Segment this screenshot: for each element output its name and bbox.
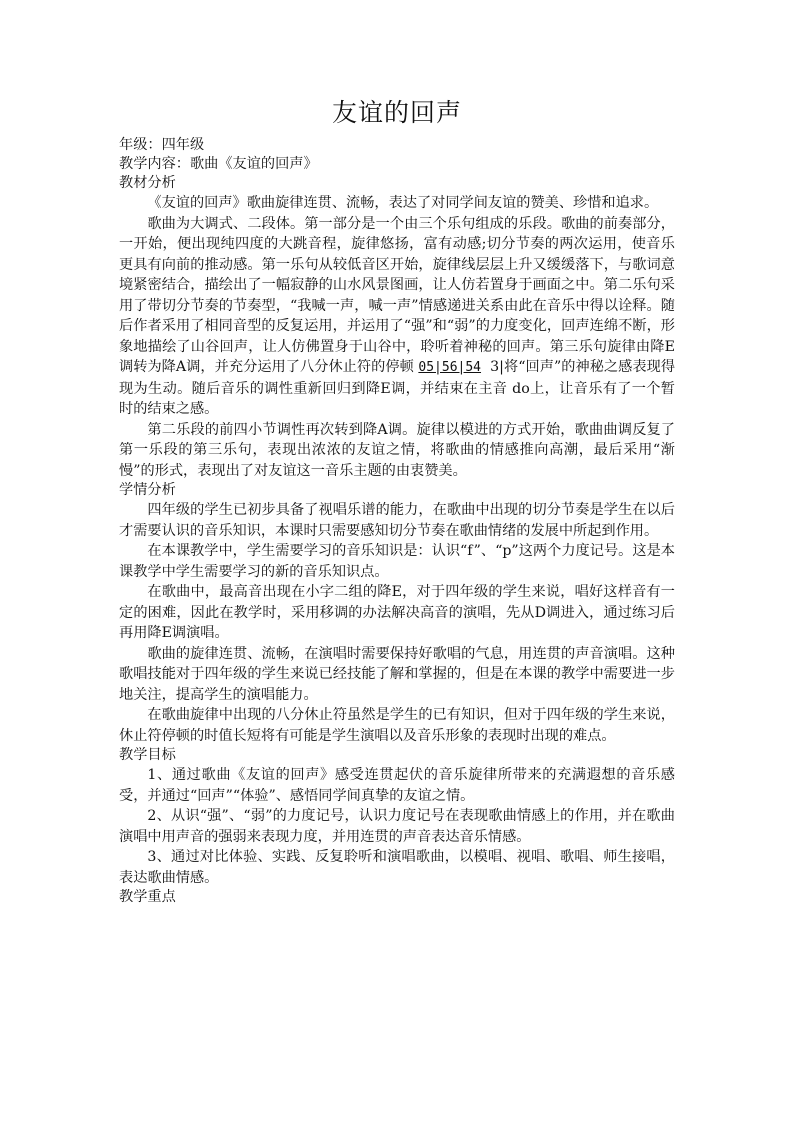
section-heading-student-analysis: 学情分析: [119, 482, 176, 498]
objective-2: 2、从识“强”、“弱”的力度记号，认识力度记号在表现歌曲情感上的作用，并在歌曲演唱中用声音的强弱来表现力度，并用连贯的声音表达音乐情感。: [119, 808, 675, 845]
section-heading-key-points: 教学重点: [119, 889, 176, 905]
material-analysis-paragraph-2: [119, 214, 675, 420]
document-page: [119, 96, 675, 907]
objective-1: 1、通过歌曲《友谊的回声》感受连贯起伏的音乐旋律所带来的充满遐想的音乐感受，并通过“回声”“体验”、感悟同学间真挚的友谊之情。: [119, 767, 675, 804]
music-notation-tail: 3|: [490, 359, 504, 375]
material-analysis-paragraph-3: 第二乐段的前四小节调性再次转到降A调。旋律以模进的方式开始，歌曲曲调反复了第一乐段的第三乐句，表现出浓浓的友谊之情，将歌曲的情感推向高潮，最后采用“渐慢”的形式，表现出了对友谊这一音乐主题的由衷赞美。: [119, 421, 675, 479]
section-heading-material-analysis: 教材分析: [119, 175, 176, 191]
student-analysis-paragraph-3: 在歌曲中，最高音出现在小字二组的降E，对于四年级的学生来说，唱好这样音有一定的困难，因此在教学时，采用移调的办法解决高音的演唱，先从D调进入，通过练习后再用降E调演唱。: [119, 584, 675, 641]
student-analysis-paragraph-4: 歌曲的旋律连贯、流畅，在演唱时需要保持好歌唱的气息，用连贯的声音演唱。这种歌唱技能对于四年级的学生来说已经技能了解和掌握的，但是在本课的教学中需要进一步地关注，提高学生的演唱能力。: [119, 645, 675, 703]
material-analysis-paragraph-2-text-b: 将“回声”的神秘之感表现得现为生动。随后音乐的调性重新回归到降E调，并结束在主音 do上，让音乐有了一个暂时的结束之感。: [119, 359, 676, 417]
objective-3: 3、通过对比体验、实践、反复聆听和演唱歌曲，以模唱、视唱、歌唱、师生接唱，表达歌曲情感。: [119, 849, 675, 886]
music-notation: 05|56|54: [418, 360, 482, 375]
section-heading-objectives: 教学目标: [119, 747, 176, 763]
document-title: 友谊的回声: [331, 98, 462, 127]
material-analysis-paragraph-2-text-a: 歌曲为大调式、二段体。第一部分是一个由三个乐句组成的乐段。歌曲的前奏部分，一开始，便出现纯四度的大跳音程，旋律悠扬，富有动感;切分节奏的两次运用，使音乐更具有向前的推动感。第一乐句从较低音区开始，旋律线层层上升又缓缓落下，与歌词意境紧密结合，描绘出了一幅寂静的山水风景图画，让人仿若置身于画面之中。第二乐句采用了带切分节奏的节奏型，“我喊一声，喊一声”情感递进关系由此在音乐中得以诠释。随后作者采用了相同音型的反复运用，并运用了“强”和“弱”的力度变化，回声连绵不断，形象地描绘了山谷回声，让人仿佛置身于山谷中，聆听着神秘的回声。第三乐句旋律由降E调转为降A调，并充分运用了八分休止符的停顿: [119, 215, 675, 375]
grade-line: 年级：四年级: [119, 137, 205, 153]
student-analysis-paragraph-2: 在本课教学中，学生需要学习的音乐知识是：认识“f”、“p”这两个力度记号。这是本课教学中学生需要学习的新的音乐知识点。: [119, 543, 675, 580]
student-analysis-paragraph-5: 在歌曲旋律中出现的八分休止符虽然是学生的已有知识，但对于四年级的学生来说，休止符停顿的时值长短将有可能是学生演唱以及音乐形象的表现时出现的难点。: [119, 707, 675, 744]
student-analysis-paragraph-1: 四年级的学生已初步具备了视唱乐谱的能力，在歌曲中出现的切分节奏是学生在以后才需要认识的音乐知识，本课时只需要感知切分节奏在歌曲情绪的发展中所起到作用。: [119, 502, 675, 539]
material-analysis-paragraph-1: 《友谊的回声》歌曲旋律连贯、流畅，表达了对同学间友谊的赞美、珍惜和追求。: [147, 195, 659, 211]
teaching-content-line: 教学内容：歌曲《友谊的回声》: [119, 156, 318, 172]
